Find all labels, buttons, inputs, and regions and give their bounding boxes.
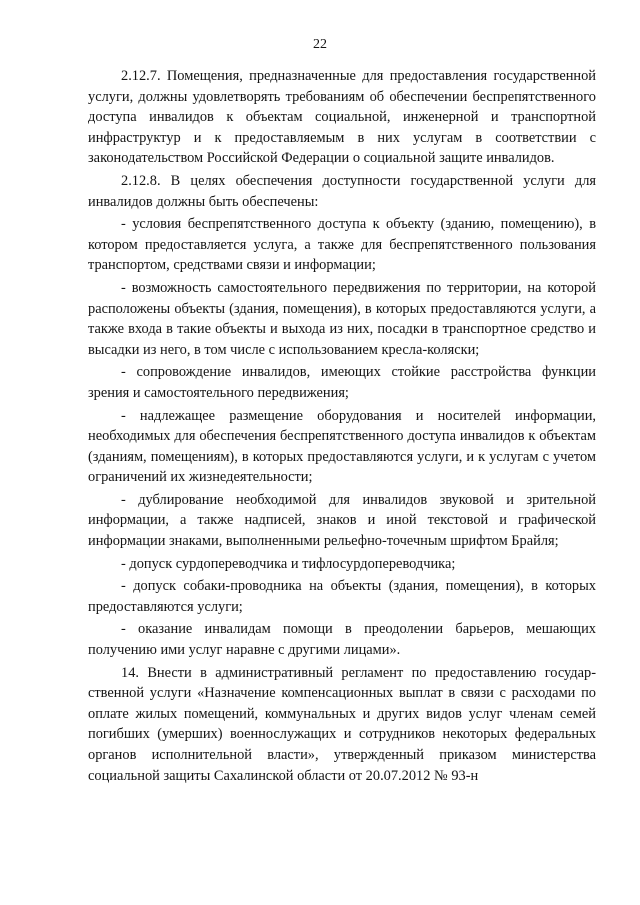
paragraph-2-12-8: 2.12.8. В целях обеспечения доступности государственной услуги для инвалидов должны быть обеспечены: — [88, 172, 596, 210]
document-body — [88, 66, 596, 788]
list-item-escort: - сопровождение инвалидов, имеющих стойкие расстройства функции зрения и самостоятельного передвижения; — [88, 364, 596, 401]
list-item-sign-interpreter: - допуск сурдопереводчика и тифлосурдопереводчика; — [121, 555, 456, 572]
list-item-access-conditions: - условия беспрепятственного доступа к объекту (зданию, помещению), в котором предоставляется услуга, а также для беспрепятственного пользования транспортом, средствами связи и информации; — [88, 216, 596, 274]
list-item-assistance: - оказание инвалидам помощи в преодолении барьеров, мешающих получению ими услуг наравне с другими лицами». — [88, 621, 596, 659]
paragraph-14: 14. Внести в административный регламент по предоставлению государственной услуги «Назначение компенсационных выплат в связи с расходами по оплате жилых помещений, коммунальных и других видов услуг членам семей погибших (умерших) военнослужащих и сотрудников некоторых федеральных органов исполнительной власти», утвержденный приказом министерства социальной защиты Сахалинской области от 20.07.2012 № 93-н — [88, 664, 596, 784]
list-item-equipment-placement: - надлежащее размещение оборудования и носителей информации, необходимых для обеспечения беспрепятственного доступа инвалидов к объектам (зданиям, помещениям), в которых предоставляются услуги, и к услугам с учетом ограничений их жизнедеятельности; — [88, 407, 596, 486]
list-item-duplication-braille: - дублирование необходимой для инвалидов звуковой и зрительной информации, а также надписей, знаков и иной текстовой и графической информации знаками, выполненными рельефно-точечным шрифтом Брайля; — [88, 491, 596, 550]
list-item-guide-dog: - допуск собаки-проводника на объекты (здания, помещения), в которых предоставляются услуги; — [88, 578, 596, 615]
page-number: 22 — [313, 37, 327, 52]
list-item-independent-movement: - возможность самостоятельного передвижения по территории, на которой расположены объекты (здания, помещения), в которых предоставляются услуги, а также входа в такие объекты и выхода из них, посадки в транспортное средство и высадки из него, в том числе с использованием кресла-коляски; — [88, 279, 596, 358]
paragraph-2-12-7: 2.12.7. Помещения, предназначенные для предоставления государственной услуги, должны удовлетворять требованиям об обеспечении беспрепятственного доступа инвалидов к объектам социальной, инженерной и транспортной инфраструктур и к предоставляемым в них услугам в соответствии с законодательством Российской Федерации о социальной защите инвалидов. — [88, 68, 596, 167]
